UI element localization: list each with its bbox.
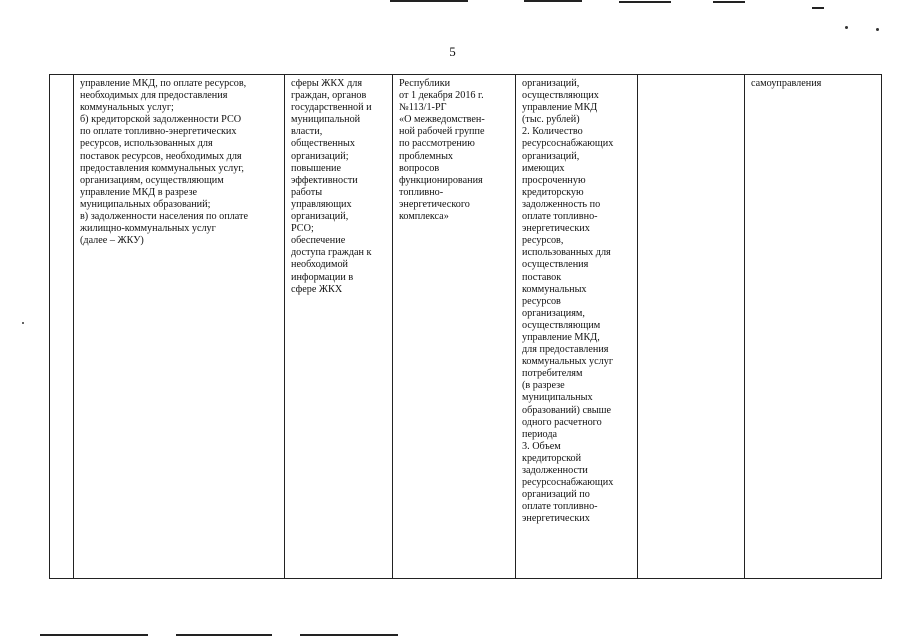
cell-indicators: организаций, осуществляющих управление МКД (тыс. рублей) 2. Количество ресурсоснабжающих организаций, имеющих просроченную кредиторскую задолженность по оплате топливно- энергетических ресурсов, использованных для осуществления поставок коммунальных ресурсов организациям, осуществляющим управление МКД, для предоставления коммунальных услуг потребителям (в разрезе муниципальных образований) свыше одного расчетного периода 3. Объем кредиторской задолженности ресурсоснабжающих организаций по оплате топливно- энергетических <box>516 75 638 579</box>
scan-dot-3 <box>22 322 24 324</box>
scan-dot-2 <box>876 28 879 31</box>
cell-participants: самоуправления <box>745 75 882 579</box>
scan-mark-top-5 <box>812 7 824 9</box>
cell-empty-first <box>50 75 74 579</box>
cell-measures: управление МКД, по оплате ресурсов, необходимых для предоставления коммунальных услуг; б) кредиторской задолженности РСО по оплате топливно-энергетических ресурсов, использованных для поставок ресурсов, необходимых для предоставления коммунальных услуг, организациям, осуществляющим управление МКД в разрезе муниципальных образований; в) задолженности населения по оплате жилищно-коммунальных услуг (далее – ЖКУ) <box>74 75 285 579</box>
page-number: 5 <box>449 44 456 59</box>
table-row <box>50 75 882 579</box>
cell-goals: сферы ЖКХ для граждан, органов государственной и муниципальной власти, общественных организаций; повышение эффективности работы управляющих организаций, РСО; обеспечение доступа граждан к необходимой информации в сфере ЖКХ <box>285 75 393 579</box>
scan-mark-top-4 <box>713 1 745 3</box>
scan-mark-top-1 <box>390 0 468 2</box>
scan-mark-bottom-2 <box>176 634 272 636</box>
scan-dot-1 <box>845 26 848 29</box>
scan-mark-bottom-1 <box>40 634 148 636</box>
document-table <box>49 74 882 579</box>
scan-mark-top-3 <box>619 1 671 3</box>
scan-mark-bottom-3 <box>300 634 398 636</box>
cell-empty-sixth <box>638 75 745 579</box>
scan-mark-top-2 <box>524 0 582 2</box>
cell-legal-basis: Республики от 1 декабря 2016 г. №113/1-РГ «О межведомствен- ной рабочей группе по рассмотрению проблемных вопросов функционирования топливно- энергетического комплекса» <box>393 75 516 579</box>
